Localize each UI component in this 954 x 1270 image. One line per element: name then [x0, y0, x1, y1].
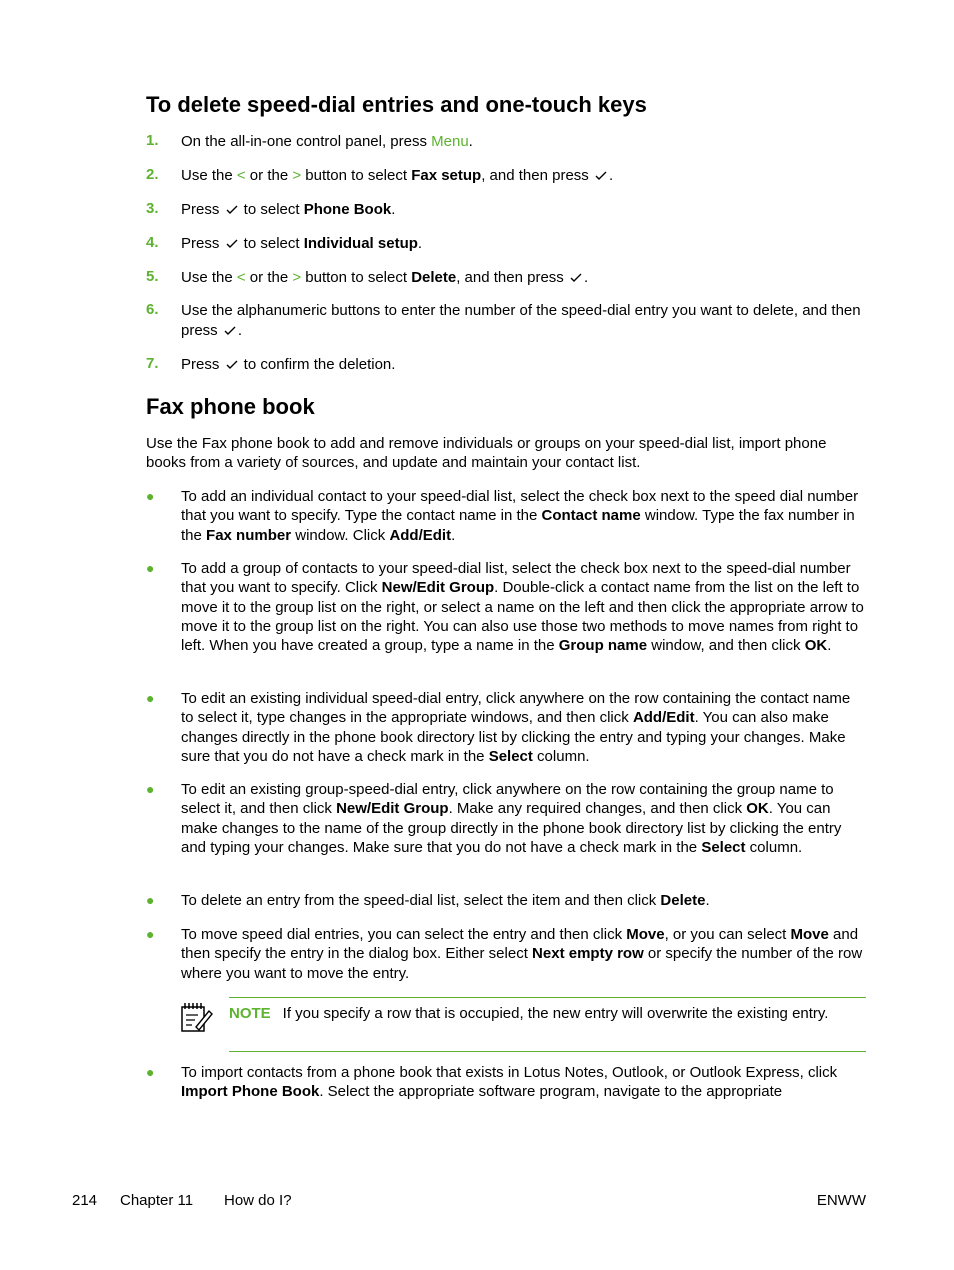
right-arrow-ref: >: [292, 167, 302, 184]
left-arrow-ref: <: [236, 269, 246, 286]
bullet-icon: ●: [146, 892, 155, 908]
footer-chapter-title: How do I?: [224, 1192, 292, 1209]
note-text: NOTE If you specify a row that is occupied, the new entry will overwrite the existing entry.: [229, 1005, 829, 1022]
check-icon: [226, 360, 238, 370]
step-2-text: Use the < or the > button to select Fax setup, and then press .: [181, 167, 614, 184]
note-label: NOTE: [229, 1005, 271, 1022]
step-7-text: Press to confirm the deletion.: [181, 356, 396, 373]
footer-page-number: 214: [72, 1192, 98, 1209]
step-3-text: Press to select Phone Book.: [181, 201, 396, 218]
step-number: 6.: [146, 301, 159, 318]
step-number: 4.: [146, 234, 159, 251]
bullet-import-contacts: To import contacts from a phone book that exists in Lotus Notes, Outlook, or Outlook Express, click Import Phone Book. Select the appropriate software program, navigate to the appropriate: [181, 1064, 838, 1101]
bullet-add-group: To add a group of contacts to your speed-dial list, select the check box next to the speed-dial number that you want to specify. Click New/Edit Group. Double-click a contact name from the list on the left to move it to the group list on the right, or select a name on the left and then click the appropriate arrow to move it to the group list on the right. You can also use those two methods to move names from right to left. When you have created a group, type a name in the Group name window, and then click OK.: [181, 560, 864, 655]
bullet-move-entries: To move speed dial entries, you can select the entry and then click Move, or you can select Move and then specify the entry in the dialog box. Either select Next empty row or specify the number of the row where you want to move the entry.: [181, 926, 863, 982]
bullet-icon: ●: [146, 560, 155, 576]
bullet-icon: ●: [146, 781, 155, 797]
step-6-text: Use the alphanumeric buttons to enter the number of the speed-dial entry you want to delete, and then press .: [181, 302, 861, 339]
step-number: 3.: [146, 200, 159, 217]
check-icon: [226, 205, 238, 215]
bullet-add-individual: To add an individual contact to your speed-dial list, select the check box next to the speed dial number that you want to specify. Type the contact name in the Contact name window. Type the fax number in the Fax number window. Click Add/Edit.: [181, 488, 859, 544]
check-icon: [595, 171, 607, 181]
step-number: 5.: [146, 268, 159, 285]
step-number: 1.: [146, 132, 159, 149]
section-title-delete-speed-dial: To delete speed-dial entries and one-touch keys: [146, 92, 647, 117]
bullet-delete-entry: To delete an entry from the speed-dial list, select the item and then click Delete.: [181, 892, 710, 909]
step-number: 2.: [146, 166, 159, 183]
bullet-edit-individual: To edit an existing individual speed-dial entry, click anywhere on the row containing the contact name to select it, type changes in the appropriate windows, and then click Add/Edit. You can also make changes directly in the phone book directory list by clicking the entry and typing your changes. Make sure that you do not have a check mark in the Select column.: [181, 690, 851, 765]
bullet-icon: ●: [146, 926, 155, 942]
step-5-text: Use the < or the > button to select Delete, and then press .: [181, 269, 589, 286]
step-4-text: Press to select Individual setup.: [181, 235, 423, 252]
step-number: 7.: [146, 355, 159, 372]
check-icon: [226, 239, 238, 249]
footer-chapter: Chapter 11: [120, 1192, 194, 1209]
intro-paragraph: Use the Fax phone book to add and remove individuals or groups on your speed-dial list, import phone books from a variety of sources, and update and maintain your contact list.: [146, 435, 827, 471]
check-icon: [570, 273, 582, 283]
bullet-icon: ●: [146, 690, 155, 706]
right-arrow-ref: >: [292, 269, 302, 286]
check-icon: [224, 326, 236, 336]
bullet-edit-group: To edit an existing group-speed-dial entry, click anywhere on the row containing the group name to select it, and then click New/Edit Group. Make any required changes, and then click OK. You can make changes to the name of the group directly in the phone book directory list by clicking the entry and typing your changes. Make sure that you do not have a check mark in the Select column.: [181, 781, 842, 856]
bullet-icon: ●: [146, 1064, 155, 1080]
menu-button-ref: Menu: [431, 133, 469, 150]
left-arrow-ref: <: [236, 167, 246, 184]
note-pad-icon: [180, 1001, 214, 1035]
bullet-icon: ●: [146, 488, 155, 504]
step-1-text: On the all-in-one control panel, press Menu.: [181, 133, 473, 150]
footer-enww: ENWW: [816, 1192, 866, 1209]
section-title-fax-phone-book: Fax phone book: [146, 394, 315, 419]
